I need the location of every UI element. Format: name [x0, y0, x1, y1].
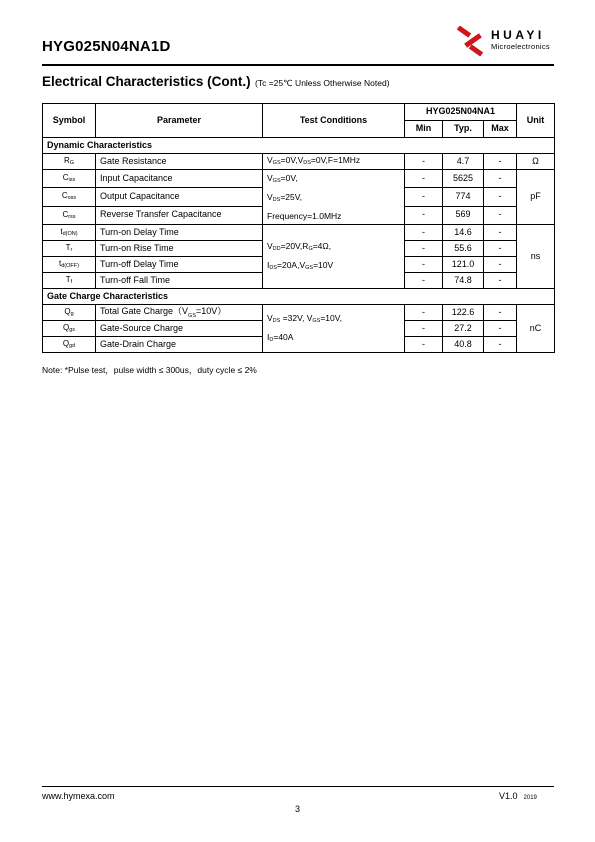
header-symbol: Symbol [43, 104, 96, 138]
min-cell: - [405, 225, 443, 241]
max-cell: - [484, 337, 517, 353]
table-row [43, 305, 555, 321]
table-row [43, 154, 555, 170]
symbol-cell: $t_{d(OFF)}$ [43, 257, 96, 273]
version-year: 2019 [523, 795, 537, 801]
logo-mark-icon [455, 26, 487, 56]
symbol-cell: $C_{iss}$ [43, 170, 96, 188]
typ-cell: 569 [443, 206, 484, 224]
header-parameter: Parameter [96, 104, 263, 138]
max-cell: - [484, 188, 517, 206]
parameter-cell: Turn-off Fall Time [96, 273, 263, 289]
min-cell: - [405, 170, 443, 188]
typ-cell: 121.0 [443, 257, 484, 273]
min-cell: - [405, 273, 443, 289]
max-cell: - [484, 257, 517, 273]
group-dynamic: Dynamic Characteristics [43, 138, 555, 154]
min-cell: - [405, 154, 443, 170]
min-cell: - [405, 206, 443, 224]
max-cell: - [484, 273, 517, 289]
test-condition-cell: $V_{GS}=0V$, $V_{DS}=25V$, Frequency=1.0MHz [263, 170, 405, 225]
typ-cell: 5625 [443, 170, 484, 188]
header-unit: Unit [517, 104, 555, 138]
section-heading: Electrical Characteristics (Cont.) [42, 74, 251, 89]
symbol-cell: $C_{rss}$ [43, 206, 96, 224]
symbol-cell: $Q_{gd}$ [43, 337, 96, 353]
section-title [42, 73, 390, 91]
symbol-cell: $C_{oss}$ [43, 188, 96, 206]
symbol-cell: $T_f$ [43, 273, 96, 289]
min-cell: - [405, 241, 443, 257]
symbol-cell: $Q_{gs}$ [43, 321, 96, 337]
table-row [43, 170, 555, 188]
symbol-cell: $R_G$ [43, 154, 96, 170]
parameter-cell: Turn-off Delay Time [96, 257, 263, 273]
unit-cell: Ω [517, 154, 555, 170]
typ-cell: 74.8 [443, 273, 484, 289]
typ-cell: 40.8 [443, 337, 484, 353]
test-condition-cell: $V_{DD}=20V,R_G=4\Omega$, $I_{DS}=20A,V_{GS}=10V$ [263, 225, 405, 289]
header-divider [42, 64, 554, 66]
max-cell: - [484, 305, 517, 321]
max-cell: - [484, 170, 517, 188]
max-cell: - [484, 206, 517, 224]
max-cell: - [484, 321, 517, 337]
max-cell: - [484, 154, 517, 170]
website-link[interactable]: www.hymexa.com [42, 791, 115, 801]
parameter-cell: Gate-Source Charge [96, 321, 263, 337]
company-logo [455, 26, 565, 56]
document-title: HYG025N04NA1D [42, 38, 171, 55]
header-part-number: HYG025N04NA1 [405, 104, 517, 121]
symbol-cell: $t_{d(ON)}$ [43, 225, 96, 241]
symbol-cell: $Q_g$ [43, 305, 96, 321]
min-cell: - [405, 321, 443, 337]
test-condition-cell: $V_{GS}=0V,V_{DS}=0V,F=1MHz$ [263, 154, 405, 170]
min-cell: - [405, 188, 443, 206]
page-number: 3 [294, 804, 300, 814]
version-label [499, 791, 537, 801]
typ-cell: 774 [443, 188, 484, 206]
parameter-cell: Gate-Drain Charge [96, 337, 263, 353]
typ-cell: 14.6 [443, 225, 484, 241]
min-cell: - [405, 257, 443, 273]
header-typ: Typ. [443, 121, 484, 138]
max-cell: - [484, 225, 517, 241]
parameter-cell: Gate Resistance [96, 154, 263, 170]
logo-name: HUAYI [491, 28, 545, 42]
typ-cell: 27.2 [443, 321, 484, 337]
header-test-conditions: Test Conditions [263, 104, 405, 138]
pulse-test-note: Note: *Pulse test，pulse width ≤ 300us，duty cycle ≤ 2% [42, 365, 257, 375]
header-max: Max [484, 121, 517, 138]
typ-cell: 55.6 [443, 241, 484, 257]
parameter-cell: Turn-on Rise Time [96, 241, 263, 257]
unit-cell: pF [517, 170, 555, 225]
test-condition-cell: $V_{DS} =32V$, $V_{GS}=10V$, $I_D=40A$ [263, 305, 405, 353]
typ-cell: 4.7 [443, 154, 484, 170]
symbol-cell: $T_r$ [43, 241, 96, 257]
table-row [43, 225, 555, 241]
parameter-cell: Output Capacitance [96, 188, 263, 206]
electrical-characteristics-table [42, 103, 555, 353]
footer-divider [42, 786, 554, 787]
parameter-cell: Turn-on Delay Time [96, 225, 263, 241]
parameter-cell: Total Gate $Charge(V_{GS}=10V)$ [96, 305, 263, 321]
typ-cell: 122.6 [443, 305, 484, 321]
parameter-cell: Input Capacitance [96, 170, 263, 188]
group-gate-charge: Gate Charge Characteristics [43, 289, 555, 305]
min-cell: - [405, 337, 443, 353]
version-number: V1.0 [499, 791, 518, 801]
section-condition: (Tc =25℃ Unless Otherwise Noted) [255, 78, 390, 88]
parameter-cell: Reverse Transfer Capacitance [96, 206, 263, 224]
max-cell: - [484, 241, 517, 257]
logo-subtitle: Microelectronics [491, 42, 550, 51]
unit-cell: ns [517, 225, 555, 289]
header-min: Min [405, 121, 443, 138]
unit-cell: nC [517, 305, 555, 353]
min-cell: - [405, 305, 443, 321]
